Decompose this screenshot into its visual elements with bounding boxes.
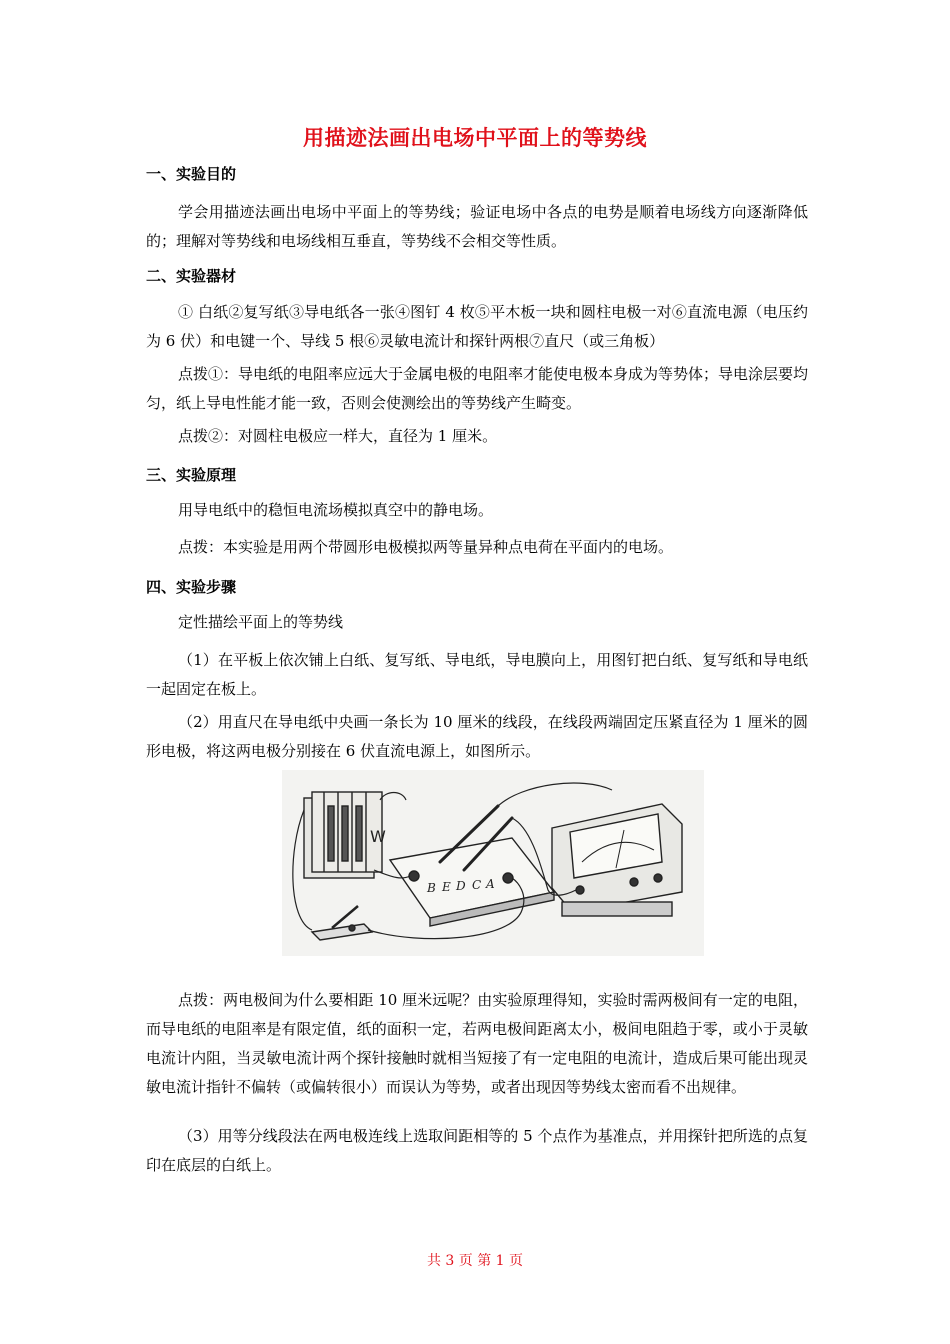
paragraph-distance-tip: 点拨：两电极间为什么要相距 10 厘米远呢？由实验原理得知，实验时需两极间有一定的电阻，而导电纸的电阻率是有限定值，纸的面积一定，若两电极间距离太小，极间电阻趋于零，或小于灵敏电流计内阻，当灵敏电流计两个探针接触时就相当短接了有一定电阻的电流计，造成后果可能出现灵敏电流计指针不偏转（或偏转很小）而误认为等势，或者出现因等势线太密而看不出规律。 — [146, 991, 808, 1096]
battery-pack — [304, 792, 386, 878]
paragraph-step-2: （2）用直尺在导电纸中央画一条长为 10 厘米的线段，在线段两端固定压紧直径为 1 厘米的圆形电极，将这两电极分别接在 6 伏直流电源上，如图所示。 — [146, 713, 808, 760]
experiment-apparatus-figure — [282, 770, 704, 956]
paragraph-tip-2: 点拨②：对圆柱电极应一样大，直径为 1 厘米。 — [178, 427, 498, 445]
paragraph-step-1: （1）在平板上依次铺上白纸、复写纸、导电纸，导电膜向上，用图钉把白纸、复写纸和导电纸一起固定在板上。 — [146, 651, 808, 698]
document-title: 用描迹法画出电场中平面上的等势线 — [303, 126, 647, 150]
page-footer: 共 3 页 第 1 页 — [426, 1253, 524, 1269]
point-label-c: C — [472, 878, 482, 892]
apparatus-drawing — [282, 770, 704, 956]
section-heading-purpose: 一、实验目的 — [146, 165, 237, 183]
paragraph-principle-tip: 点拨：本实验是用两个带圆形电极模拟两等量异种点电荷在平面内的电场。 — [178, 538, 674, 556]
paragraph-steps-intro: 定性描绘平面上的等势线 — [178, 613, 344, 631]
section-heading-principle: 三、实验原理 — [146, 466, 237, 484]
paragraph-step-3: （3）用等分线段法在两电极连线上选取间距相等的 5 个点作为基准点，并用探针把所选的点复印在底层的白纸上。 — [146, 1127, 808, 1174]
point-label-d: D — [456, 879, 466, 893]
battery-mark: W — [370, 827, 386, 846]
point-label-a: A — [486, 877, 495, 891]
paragraph-tip-1: 点拨①：导电纸的电阻率应远大于金属电极的电阻率才能使电极本身成为等势体；导电涂层要均匀，纸上导电性能才能一致，否则会使测绘出的等势线产生畸变。 — [146, 365, 809, 412]
paragraph-purpose: 学会用描迹法画出电场中平面上的等势线；验证电场中各点的电势是顺着电场线方向逐渐降低的；理解对等势线和电场线相互垂直，等势线不会相交等性质。 — [146, 203, 808, 250]
point-label-b: B — [427, 881, 436, 895]
section-heading-steps: 四、实验步骤 — [146, 578, 237, 596]
paragraph-principle: 用导电纸中的稳恒电流场模拟真空中的静电场。 — [178, 501, 494, 519]
point-label-e: E — [442, 880, 451, 894]
galvanometer — [552, 804, 682, 916]
paragraph-equipment-list: ① 白纸②复写纸③导电纸各一张④图钉 4 枚⑤平木板一块和圆柱电极一对⑥直流电源（电压约为 6 伏）和电键一个、导线 5 根⑥灵敏电流计和探针两根⑦直尺（或三角板） — [146, 303, 808, 350]
section-heading-equipment: 二、实验器材 — [146, 267, 237, 285]
switch — [312, 906, 372, 940]
